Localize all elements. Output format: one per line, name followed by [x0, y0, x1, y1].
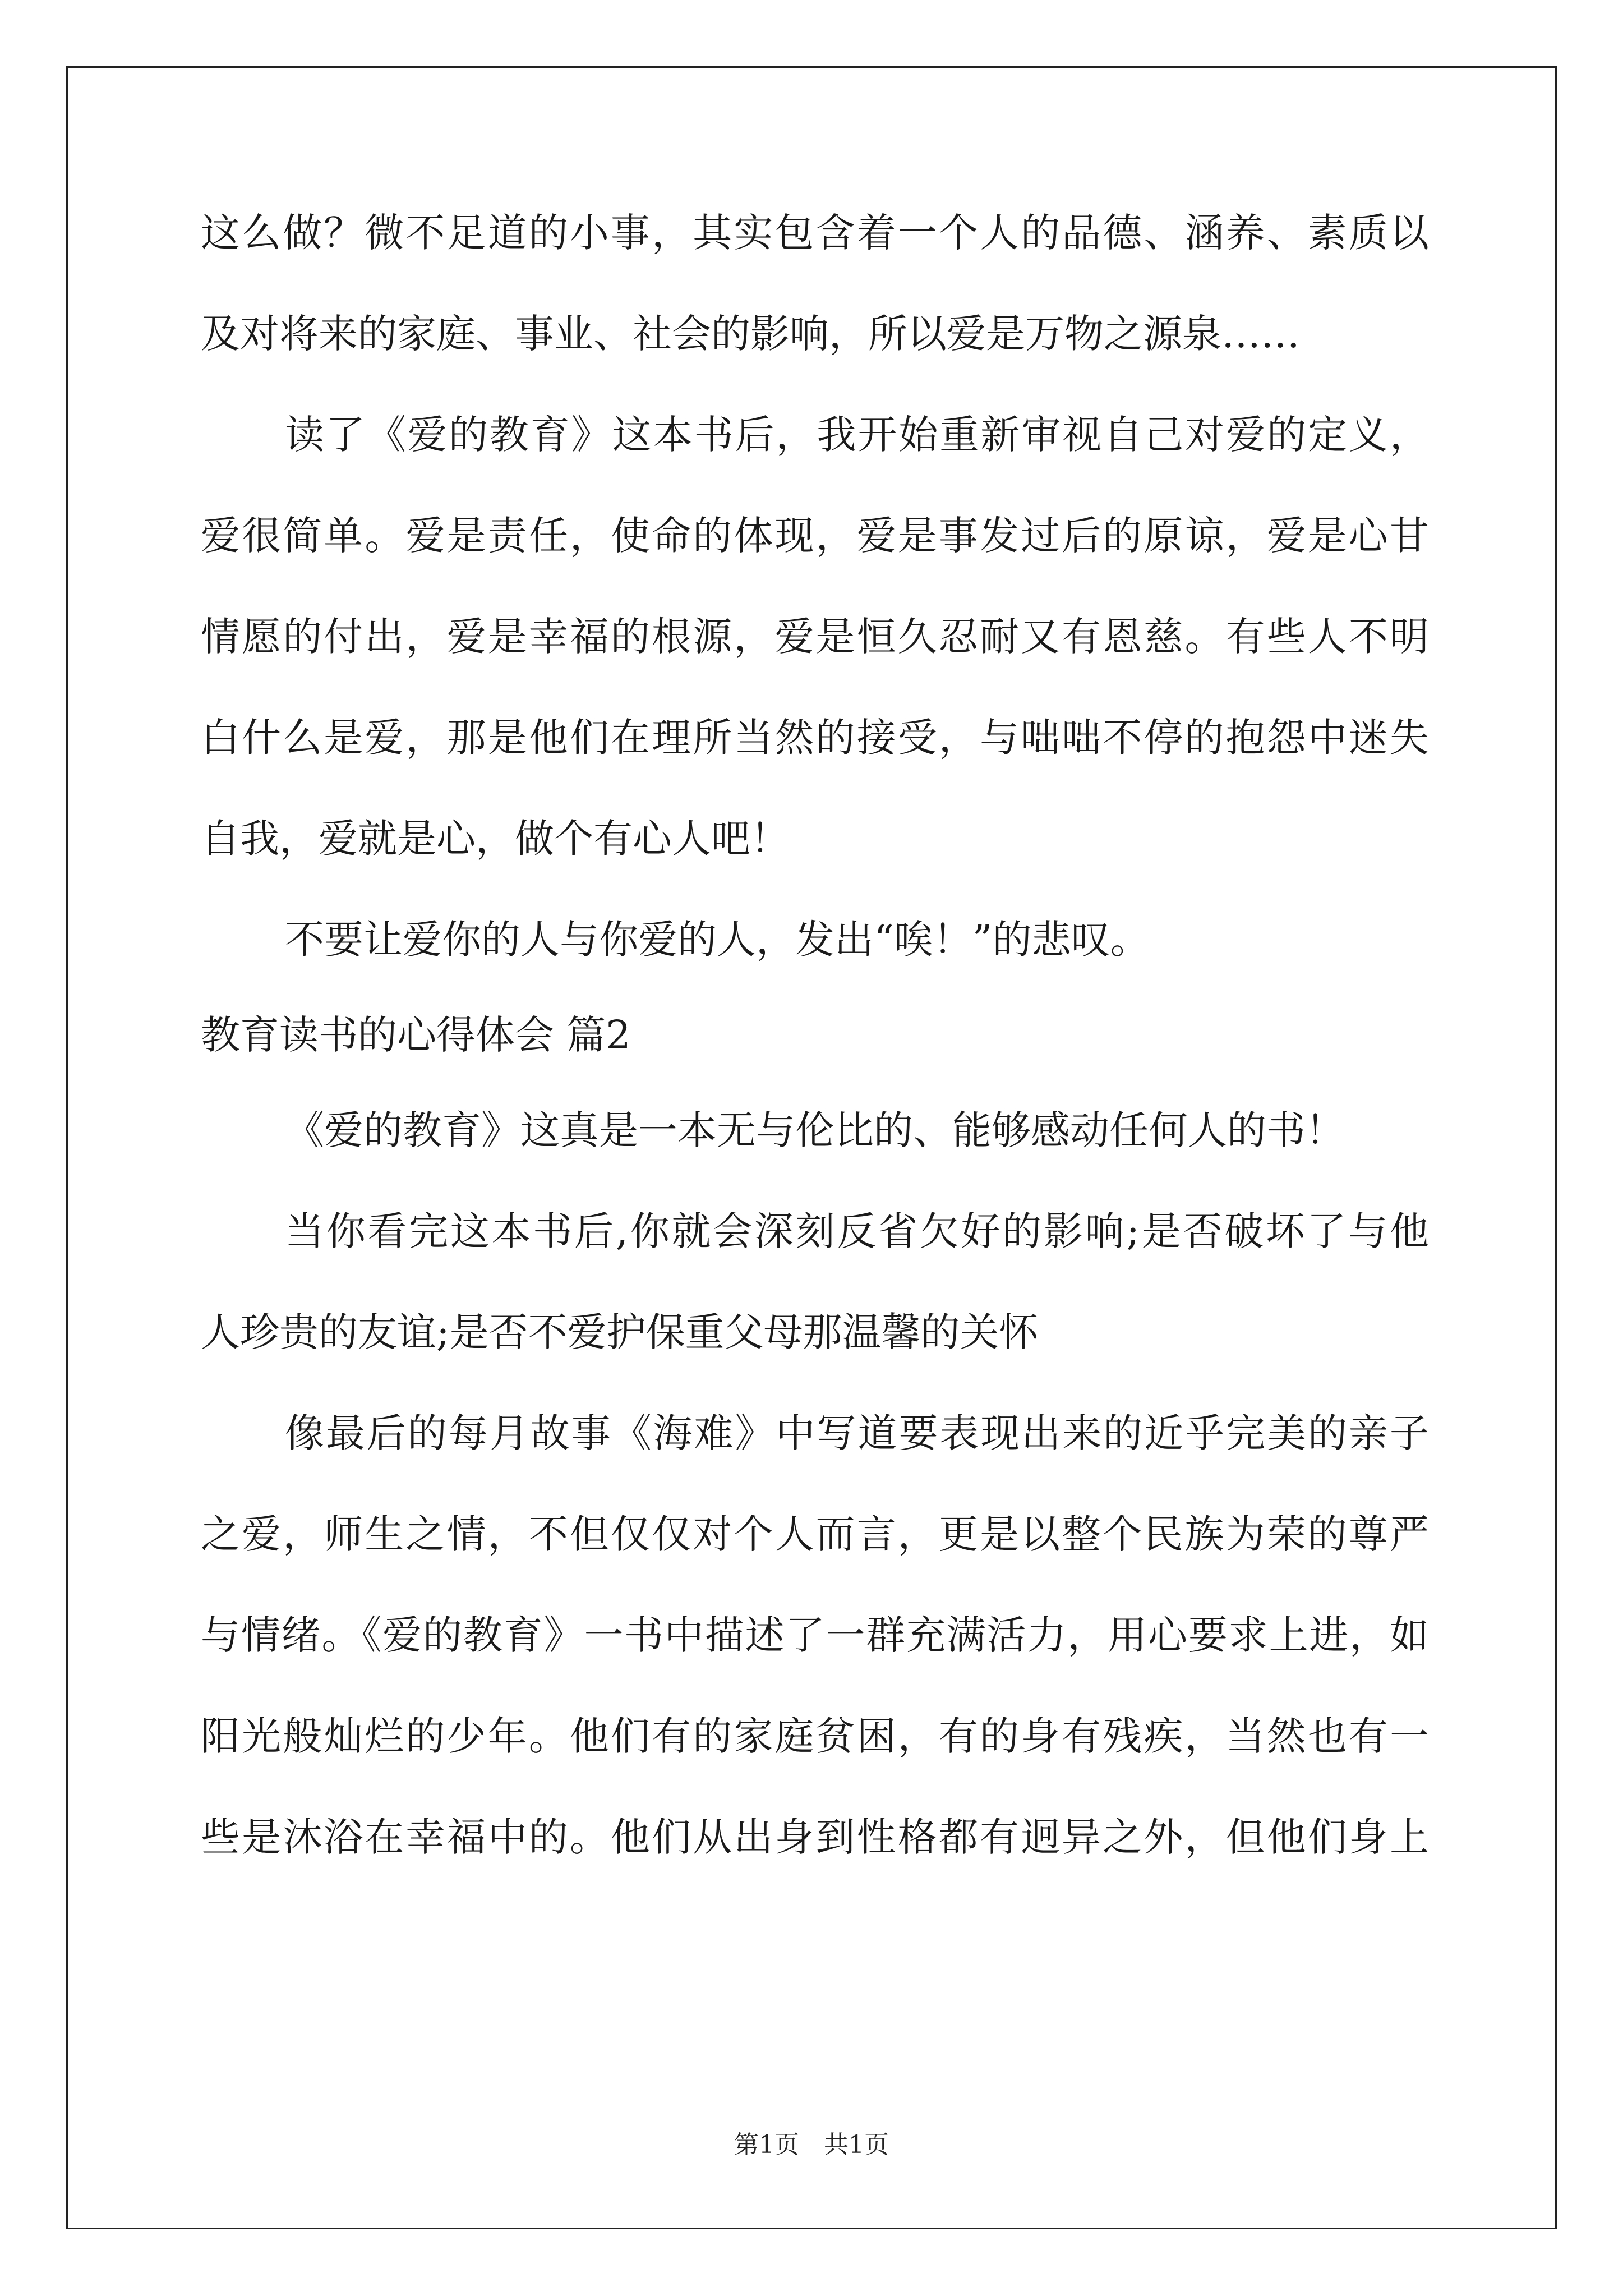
paragraph-first-line: 《爱的教育》这真是一本无与伦比的、能够感动任何人的书！	[285, 1107, 1345, 1153]
text-line: 之爱，师生之情，不但仅仅对个人而言，更是以整个民族为荣的尊严	[201, 1511, 1429, 1557]
text-line: 及对将来的家庭、事业、社会的影响，所以爱是万物之源泉……	[201, 311, 1300, 357]
paragraph-first-line: 当你看完这本书后,你就会深刻反省欠好的影响;是否破坏了与他	[285, 1208, 1429, 1254]
paragraph-first-line: 不要让爱你的人与你爱的人，发出“唉！”的悲叹。	[285, 917, 1150, 963]
text-line: 情愿的付出，爱是幸福的根源，爱是恒久忍耐又有恩慈。有些人不明	[201, 614, 1429, 660]
paragraph-first-line: 像最后的每月故事《海难》中写道要表现出来的近乎完美的亲子	[285, 1410, 1429, 1456]
text-line: 些是沐浴在幸福中的。他们从出身到性格都有迥异之外，但他们身上	[201, 1814, 1429, 1860]
text-line: 与情绪。《爱的教育》一书中描述了一群充满活力，用心要求上进，如	[201, 1612, 1429, 1658]
text-line: 自我，爱就是心，做个有心人吧！	[201, 816, 790, 862]
text-line: 爱很简单。爱是责任，使命的体现，爱是事发过后的原谅，爱是心甘	[201, 513, 1429, 559]
text-line: 白什么是爱，那是他们在理所当然的接受，与咄咄不停的抱怨中迷失	[201, 715, 1429, 761]
page-number-footer: 第1页 共1页	[734, 2131, 889, 2159]
text-line: 人珍贵的友谊;是否不爱护保重父母那温馨的关怀	[201, 1309, 1039, 1355]
section-heading: 教育读书的心得体会 篇2	[201, 1012, 631, 1058]
text-line: 这么做？微不足道的小事，其实包含着一个人的品德、涵养、素质以	[201, 210, 1429, 256]
paragraph-first-line: 读了《爱的教育》这本书后，我开始重新审视自己对爱的定义，	[285, 412, 1429, 458]
text-line: 阳光般灿烂的少年。他们有的家庭贫困，有的身有残疾，当然也有一	[201, 1713, 1429, 1759]
